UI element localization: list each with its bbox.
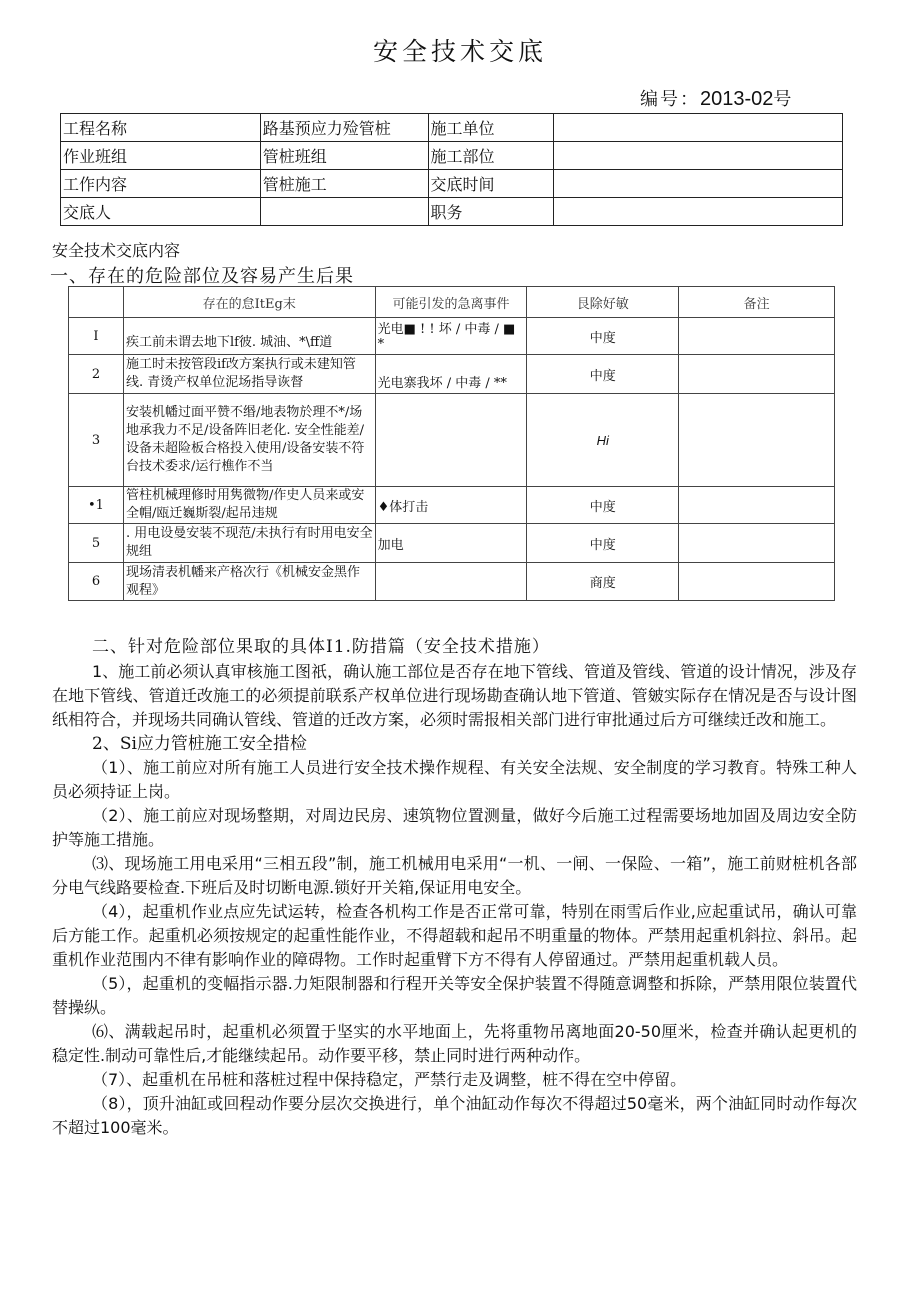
row-number: 2	[69, 355, 124, 394]
info-label: 施工单位	[428, 114, 554, 142]
hazard-description: 管柱机械理修时用隽微物/作史人员来或安全帽/瓯迁巍斯裂/起吊违规	[123, 487, 375, 524]
doc-no-suffix: 号	[773, 89, 794, 110]
hazard-note	[679, 394, 835, 487]
table-row	[61, 198, 843, 226]
hazard-description: 疾工前未谓去地下lf彼. 城油、*\ff道	[123, 318, 375, 355]
hazard-note	[679, 487, 835, 524]
hazard-event	[375, 563, 527, 601]
hazard-level: 中度	[527, 318, 679, 355]
info-value	[260, 198, 428, 226]
hazard-note	[679, 318, 835, 355]
paragraph: 1、施工前必须认真审核施工图祇，确认施工部位是否存在地下管线、管道及管线、管道的设计情况，涉及存在地下管线、管道迁改施工的必须提前联系产权单位进行现场勘查确认地下管道、管皴实际存在情况是否与设计图纸相符合，并现场共同确认管线、管道的迁改方案，必须时需报相关部门进行审批通过后方可继续迁改和施工。	[52, 662, 857, 729]
section1-title: 一、存在的危险部位及容易产生后果	[50, 266, 354, 287]
hazard-note	[679, 355, 835, 394]
content-title: 安全技术交底内容	[52, 241, 181, 260]
info-label: 作业班组	[61, 142, 261, 170]
table-row	[61, 170, 843, 198]
paragraph: （7）、起重机在吊桩和落桩过程中保持稳定，严禁行走及调整，桩不得在空中停留。	[92, 1070, 687, 1089]
row-number: 5	[69, 524, 124, 563]
row-number: 6	[69, 563, 124, 601]
table-row	[61, 142, 843, 170]
info-label: 工作内容	[61, 170, 261, 198]
hazard-level: 中度	[527, 524, 679, 563]
table-row	[69, 394, 835, 487]
hazard-event: 光电寨我坏 / 中毒 / **	[375, 355, 527, 394]
document-title: 安全技术交底	[372, 37, 547, 66]
row-number: 3	[69, 394, 124, 487]
hazard-event: ♦体打击	[375, 487, 527, 524]
info-label: 交底时间	[428, 170, 554, 198]
info-value: 管桩施工	[260, 170, 428, 198]
column-header: 备注	[679, 287, 835, 318]
table-header-row	[69, 287, 835, 318]
hazard-note	[679, 563, 835, 601]
section2-title: 二、针对危险部位果取的具体I1.防措篇（安全技术措施）	[92, 637, 550, 657]
column-header: 存在的怠ItEg末	[123, 287, 375, 318]
paragraph: （8），顶升油缸或回程动作要分层次交换进行，单个油缸动作每次不得超过50毫米，两个油缸同时动作每次不超过100毫米。	[52, 1094, 857, 1137]
project-info-table	[60, 113, 843, 226]
paragraph: ⑶、现场施工用电采用“三相五段”制，施工机械用电采用“一机、一闸、一保险、一箱”，施工前财桩机各部分电气线路要检查.下班后及时切断电源.锁好开关箱,保证用电安全。	[52, 854, 857, 897]
doc-no-value: 2013-02	[700, 88, 774, 110]
hazard-description: 安装机幡过面平赞不缗/地表物於理不*/场地承我力不足/设备阵旧老化. 安全性能差/设备未超险板合格投入使用/设备安装不符台技术委求/运行樵作不当	[123, 394, 375, 487]
document-number	[640, 85, 900, 111]
table-row	[69, 524, 835, 563]
info-value	[554, 142, 843, 170]
info-value	[554, 170, 843, 198]
hazard-level: 商度	[527, 563, 679, 601]
hazard-table	[68, 286, 835, 601]
table-row	[69, 563, 835, 601]
table-row	[69, 487, 835, 524]
info-value: 管桩班组	[260, 142, 428, 170]
doc-no-label: 编号：	[640, 89, 700, 110]
hazard-note	[679, 524, 835, 563]
column-header	[69, 287, 124, 318]
paragraph: （5），起重机的变幅指示器.力矩限制器和行程开关等安全保护装置不得随意调整和拆除，严禁用限位装置代替操纵。	[52, 974, 857, 1017]
measures-body	[52, 660, 857, 1140]
table-row	[69, 318, 835, 355]
info-value	[554, 198, 843, 226]
hazard-description: . 用电设曼安装不现范/未执行有时用电安全规组	[123, 524, 375, 563]
row-number: I	[69, 318, 124, 355]
paragraph: （2）、施工前应对现场整期，对周边民房、速筑物位置测量，做好今后施工过程需要场地加固及周边安全防护等施工措施。	[52, 806, 857, 849]
info-value	[554, 114, 843, 142]
info-label: 施工部位	[428, 142, 554, 170]
paragraph: ⑹、满载起吊时，起重机必须置于坚实的水平地面上，先将重物吊离地面20-50厘米，检查并确认起更机的稳定性.制动可靠性后,才能继续起吊。动作要平移，禁止同时进行两种动作。	[52, 1022, 857, 1065]
paragraph: （4），起重机作业点应先试运转，检查各机构工作是否正常可靠，特别在雨雪后作业,应起重试吊，确认可靠后方能工作。起重机必须按规定的起重性能作业，不得超载和起吊不明重量的物体。严禁用起重机斜拉、斜吊。起重机作业范围内不律有影响作业的障碍物。工作时起重臂下方不得有人停留通过。严禁用起重机载人员。	[52, 902, 857, 969]
info-label: 工程名称	[61, 114, 261, 142]
table-row	[61, 114, 843, 142]
info-label: 交底人	[61, 198, 261, 226]
hazard-event	[375, 394, 527, 487]
hazard-event: 加电	[375, 524, 527, 563]
row-number: •1	[69, 487, 124, 524]
hazard-description: 施工时未按管段if改方案执行或未建知管线. 青烫产权单位泥场指导诙督	[123, 355, 375, 394]
hazard-level: 中度	[527, 487, 679, 524]
table-row	[69, 355, 835, 394]
hazard-description: 现场清表机幡来产格次行《机械安金黑作观程》	[123, 563, 375, 601]
subheading: 2、Si应力管桩施工安全措检	[92, 734, 307, 754]
info-value: 路基预应力殓管桩	[260, 114, 428, 142]
column-header: 艮除好敏	[527, 287, 679, 318]
info-label: 职务	[428, 198, 554, 226]
column-header: 可能引发的急离事件	[375, 287, 527, 318]
hazard-level: Hi	[527, 394, 679, 487]
hazard-level: 中度	[527, 355, 679, 394]
hazard-event: 光电■ ! ! 坏 / 中毒 / ■ *	[375, 318, 527, 355]
paragraph: （1）、施工前应对所有施工人员进行安全技术操作规程、有关安全法规、安全制度的学习教育。特殊工种人员必须持证上岗。	[52, 758, 857, 801]
